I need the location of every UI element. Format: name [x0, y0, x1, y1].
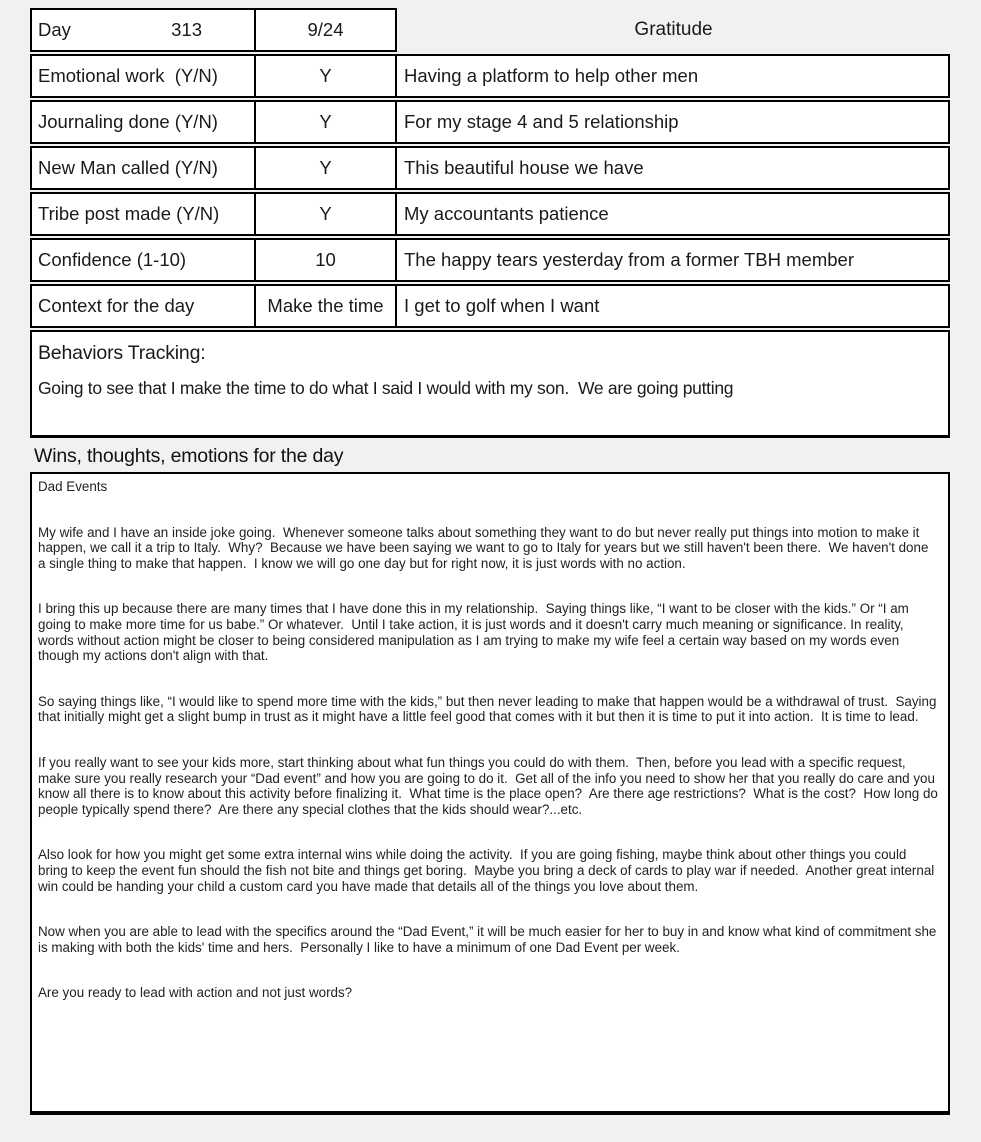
journal-page	[30, 8, 950, 1115]
day-value: 313	[171, 19, 202, 40]
gratitude-entry: I get to golf when I want	[404, 295, 600, 316]
metric-value-cell[interactable]	[256, 192, 397, 236]
metric-label-cell	[30, 146, 256, 190]
day-label: Day	[38, 19, 71, 40]
gratitude-header-label: Gratitude	[634, 19, 713, 40]
tracker-header-row	[30, 8, 950, 52]
metric-value-cell[interactable]	[256, 54, 397, 98]
metric-label-cell	[30, 192, 256, 236]
metric-label-cell	[30, 238, 256, 282]
metric-value-cell[interactable]	[256, 146, 397, 190]
metric-label-cell	[30, 284, 256, 328]
metric-value: Y	[319, 65, 332, 86]
journal-paragraph: So saying things like, “I would like to spend more time with the kids,” but then never leading to make that happen would be a withdrawal of trust. Saying that initially might get a slight bump in trust as it might have a little feel good that comes with it but then it is time to put it into action. It is time to lead.	[38, 693, 941, 725]
metric-value: Y	[319, 203, 332, 224]
date-cell[interactable]	[256, 8, 397, 52]
metric-label-cell	[30, 100, 256, 144]
day-cell[interactable]	[30, 8, 256, 52]
journal-title: Dad Events	[38, 479, 108, 494]
tracker-row	[30, 54, 950, 98]
behaviors-heading: Behaviors Tracking:	[38, 342, 206, 364]
metric-label: Tribe post made (Y/N)	[38, 203, 220, 224]
journal-paragraph: My wife and I have an inside joke going. Whenever someone talks about something they want to do but never really put things into motion to make it happen, we call it a trip to Italy. Why? Because we have been saying we want to go to Italy for years but we still haven't been there. We haven't done a single thing to make that happen. I know we will go one day but for right now, it is just words with no action.	[38, 524, 933, 571]
gratitude-header	[397, 8, 950, 52]
metric-value: Y	[319, 111, 332, 132]
gratitude-entry-cell[interactable]	[397, 100, 950, 144]
metric-label: Journaling done (Y/N)	[38, 111, 218, 132]
journal-paragraph: If you really want to see your kids more, start thinking about what fun things you could do with them. Then, before you lead with a specific request, make sure you really research your “Dad event” and how you are going to do it. Get all of the info you need to show her that you really do care and you know all there is to know about this activity before finalizing it. What time is the place open? Are there age restrictions? What is the cost? How long do people typically spend there? Are there any special clothes that the kids should wear?...etc.	[38, 754, 942, 817]
metric-value: Y	[319, 157, 332, 178]
metric-value: 10	[315, 249, 336, 270]
gratitude-entry-cell[interactable]	[397, 54, 950, 98]
gratitude-entry: Having a platform to help other men	[404, 65, 699, 86]
wins-section-heading: Wins, thoughts, emotions for the day	[34, 445, 344, 467]
daily-tracker-table	[30, 8, 950, 328]
journal-paragraph: Now when you are able to lead with the specifics around the “Dad Event,” it will be much easier for her to buy in and know what kind of commitment she is making with both the kids' time and hers. Personally I like to have a minimum of one Dad Event per week.	[38, 924, 941, 955]
tracker-row	[30, 284, 950, 328]
metric-value-cell[interactable]	[256, 284, 397, 328]
metric-value-cell[interactable]	[256, 100, 397, 144]
gratitude-entry-cell[interactable]	[397, 238, 950, 282]
metric-label: Confidence (1-10)	[38, 249, 187, 270]
behaviors-text[interactable]: Going to see that I make the time to do what I said I would with my son. We are going putting	[38, 378, 734, 398]
tracker-row	[30, 100, 950, 144]
journal-paragraph: I bring this up because there are many times that I have done this in my relationship. Saying things like, “I want to be closer with the kids.” Or “I am going to make more time for us babe.” Or whatever. Until I take action, it is just words and it doesn't carry much meaning or significance. In reality, words without action might be closer to being considered manipulation as I am trying to make my wife feel a certain way based on my words even though my actions don't align with that.	[38, 601, 913, 664]
metric-label: Emotional work (Y/N)	[38, 65, 218, 86]
behaviors-tracking-box	[30, 330, 950, 438]
journal-paragraph: Are you ready to lead with action and not just words?	[38, 985, 353, 1001]
gratitude-entry-cell[interactable]	[397, 146, 950, 190]
gratitude-entry-cell[interactable]	[397, 192, 950, 236]
date-value: 9/24	[307, 19, 344, 40]
metric-value-cell[interactable]	[256, 238, 397, 282]
tracker-row	[30, 238, 950, 282]
gratitude-entry: This beautiful house we have	[404, 157, 644, 178]
metric-value: Make the time	[267, 295, 384, 316]
tracker-row	[30, 192, 950, 236]
metric-label-cell	[30, 54, 256, 98]
gratitude-entry-cell[interactable]	[397, 284, 950, 328]
gratitude-entry: For my stage 4 and 5 relationship	[404, 111, 679, 132]
metric-label: New Man called (Y/N)	[38, 157, 218, 178]
metric-label: Context for the day	[38, 295, 195, 316]
journal-paragraph: Also look for how you might get some extra internal wins while doing the activity. If you are going fishing, maybe think about other things you could bring to keep the event fun should the fish not bite and things get boring. Maybe you bring a deck of cards to play war if needed. Another great internal win could be handing your child a custom card you have made that details all of the things you love about them.	[38, 847, 938, 894]
gratitude-entry: My accountants patience	[404, 203, 609, 224]
journal-text-area[interactable]	[30, 472, 950, 1115]
tracker-row	[30, 146, 950, 190]
gratitude-entry: The happy tears yesterday from a former TBH member	[404, 249, 854, 270]
